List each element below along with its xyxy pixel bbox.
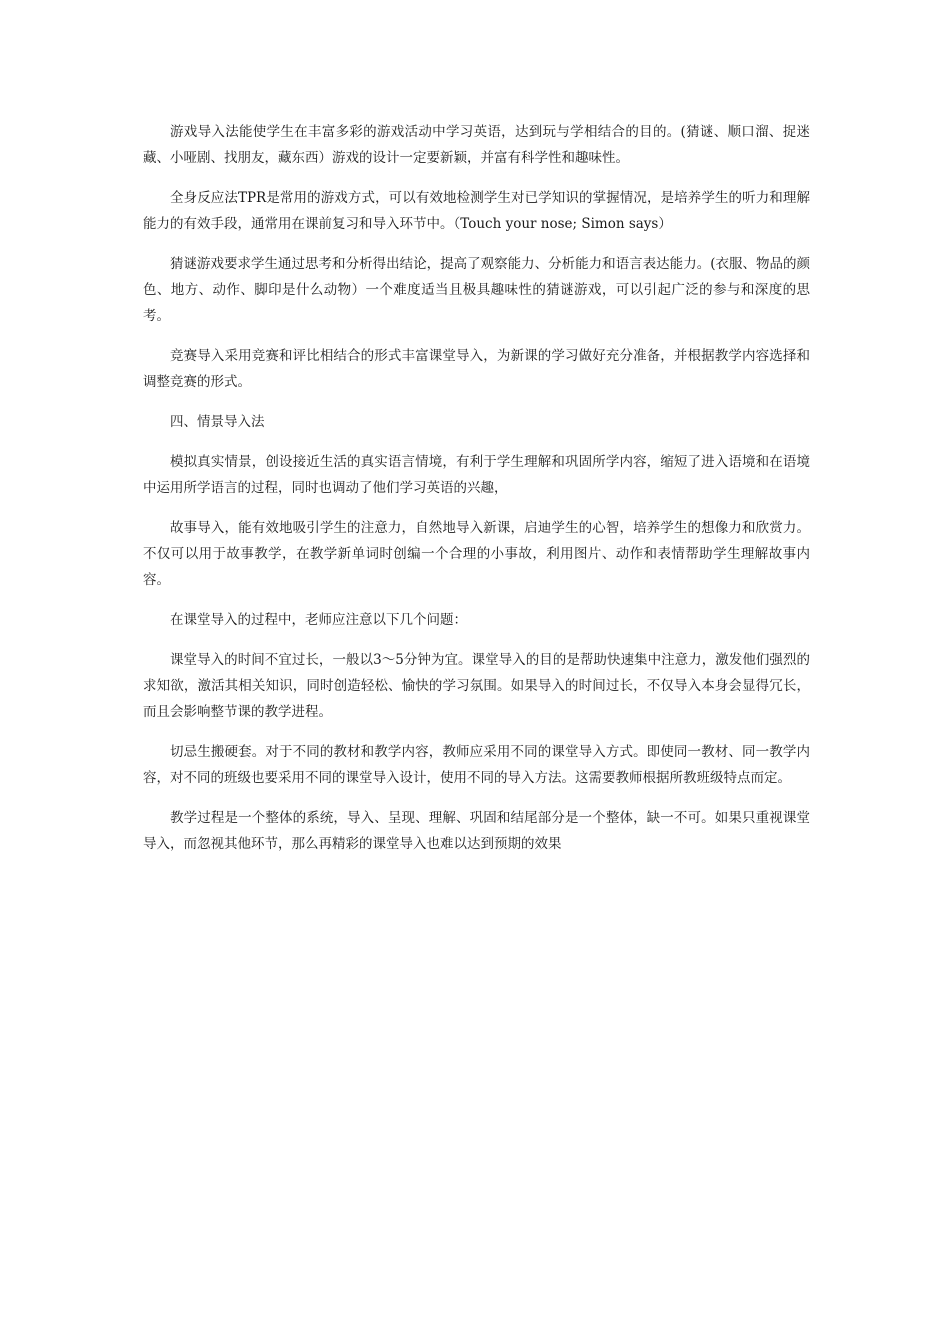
section-heading-scenario: 四、情景导入法 xyxy=(170,414,265,430)
paragraph-tpr: 全身反应法TPR是常用的游戏方式，可以有效地检测学生对已学知识的掌握情况，是培养学生的听力和理解能力的有效手段，通常用在课前复习和导入环节中。（Touch your nose; Simon says） xyxy=(143,190,810,232)
paragraph-time-limit: 课堂导入的时间不宜过长，一般以3～5分钟为宜。课堂导入的目的是帮助快速集中注意力，激发他们强烈的求知欲，激活其相关知识，同时创造轻松、愉快的学习氛围。如果导入的时间过长，不仅导入本身会显得冗长，而且会影响整节课的教学进程。 xyxy=(143,652,810,720)
document-body xyxy=(143,119,810,871)
paragraph-no-copying: 切忌生搬硬套。对于不同的教材和教学内容，教师应采用不同的课堂导入方式。即使同一教材、同一教学内容，对不同的班级也要采用不同的课堂导入设计，使用不同的导入方法。这需要教师根据所教班级特点而定。 xyxy=(143,744,810,786)
paragraph-notes-intro: 在课堂导入的过程中，老师应注意以下几个问题： xyxy=(170,612,467,628)
paragraph-story-intro: 故事导入，能有效地吸引学生的注意力，自然地导入新课，启迪学生的心智，培养学生的想像力和欣赏力。不仅可以用于故事教学，在教学新单词时创编一个合理的小事故，利用图片、动作和表情帮助学生理解故事内容。 xyxy=(143,520,810,588)
paragraph-riddle-game: 猜谜游戏要求学生通过思考和分析得出结论，提高了观察能力、分析能力和语言表达能力。(衣服、物品的颜色、地方、动作、脚印是什么动物）一个难度适当且极具趣味性的猜谜游戏，可以引起广泛的参与和深度的思考。 xyxy=(143,256,810,324)
paragraph-competition: 竞赛导入采用竞赛和评比相结合的形式丰富课堂导入，为新课的学习做好充分准备，并根据教学内容选择和调整竞赛的形式。 xyxy=(143,348,810,390)
paragraph-simulated-scenario: 模拟真实情景，创设接近生活的真实语言情境，有利于学生理解和巩固所学内容，缩短了进入语境和在语境中运用所学语言的过程，同时也调动了他们学习英语的兴趣， xyxy=(143,454,810,496)
paragraph-game-intro: 游戏导入法能使学生在丰富多彩的游戏活动中学习英语，达到玩与学相结合的目的。(猜谜、顺口溜、捉迷藏、小哑剧、找朋友，藏东西）游戏的设计一定要新颖，并富有科学性和趣味性。 xyxy=(143,124,810,166)
paragraph-whole-system: 教学过程是一个整体的系统，导入、呈现、理解、巩固和结尾部分是一个整体，缺一不可。如果只重视课堂导入，而忽视其他环节，那么再精彩的课堂导入也难以达到预期的效果 xyxy=(143,810,810,852)
